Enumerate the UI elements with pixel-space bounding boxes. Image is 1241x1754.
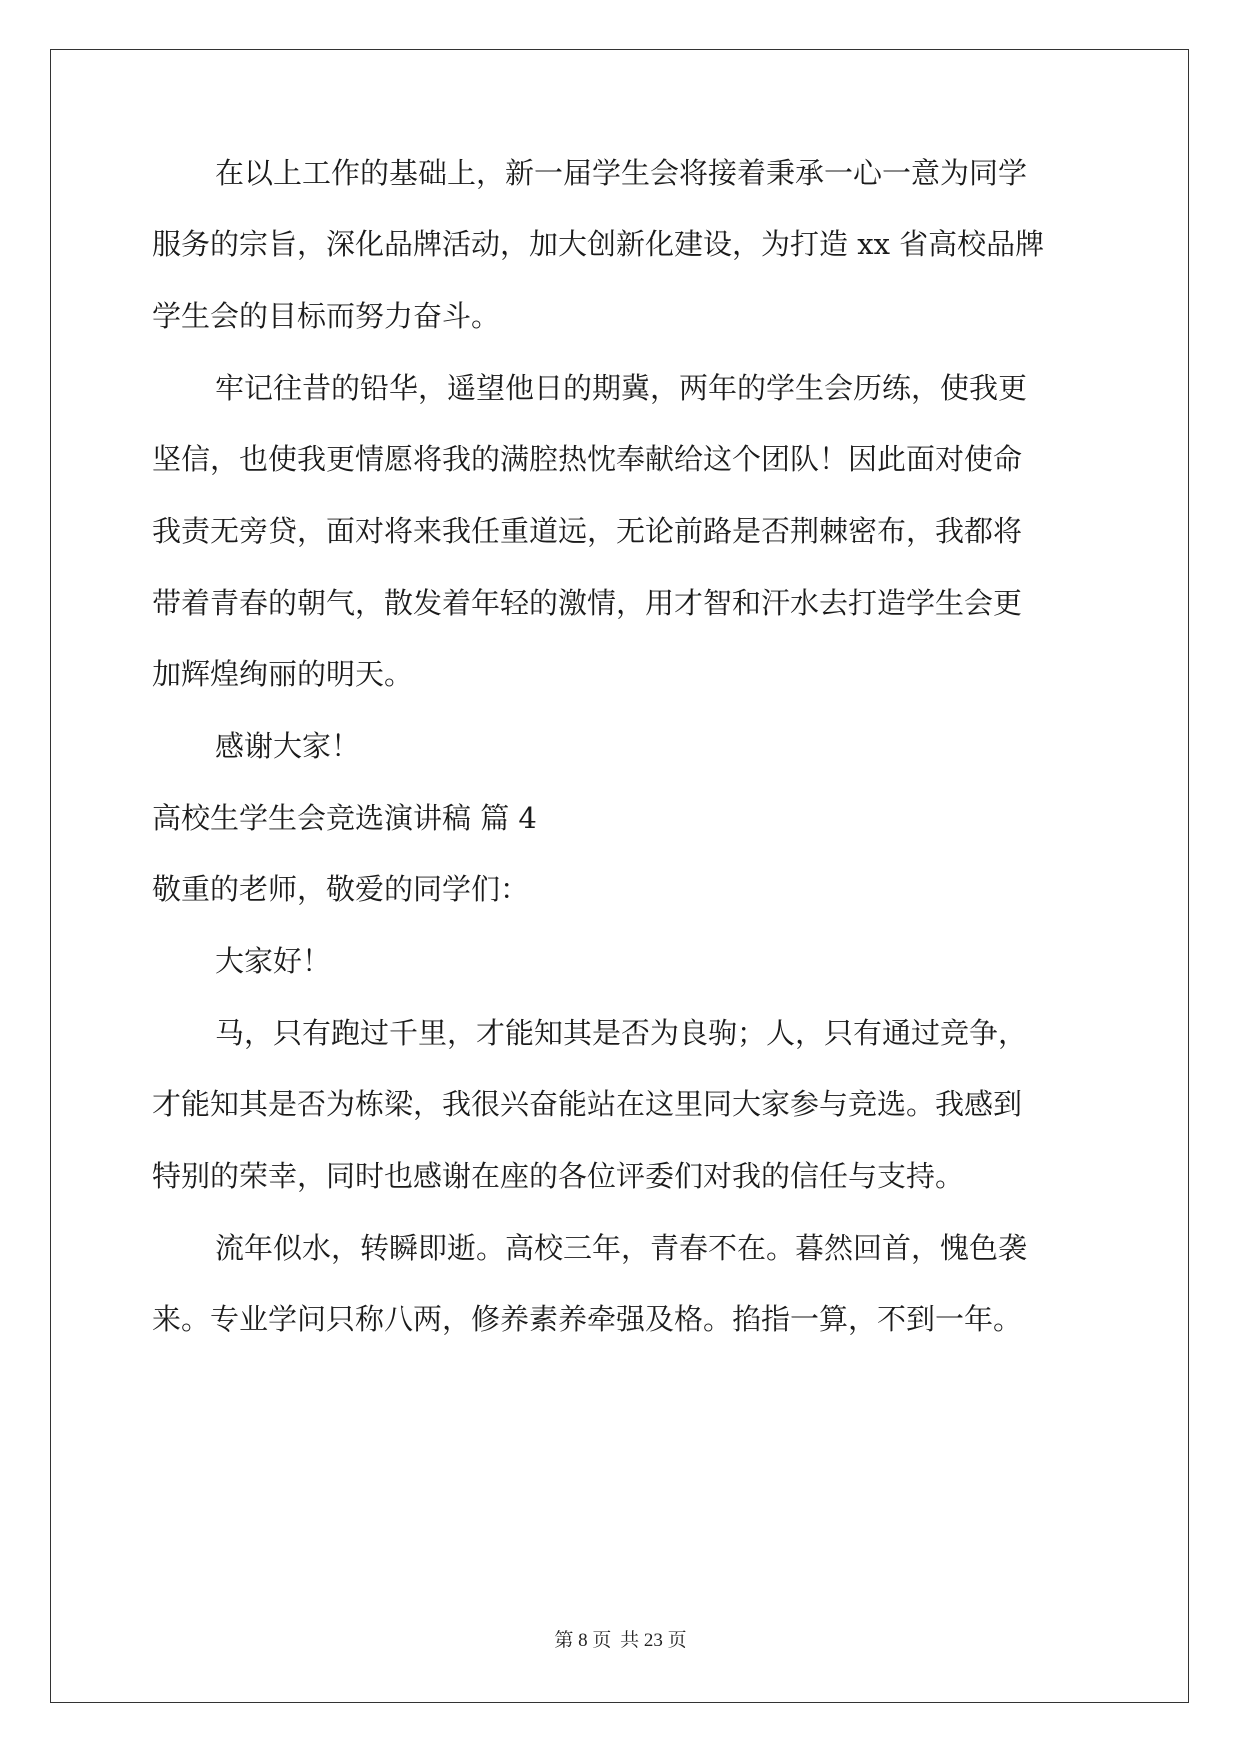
section-title: 高校生学生会竞选演讲稿 篇 4 [152, 801, 537, 835]
paragraph-line: 马，只有跑过千里，才能知其是否为良驹；人，只有通过竞争， [215, 1016, 1028, 1050]
greeting: 大家好！ [215, 944, 332, 978]
salutation: 敬重的老师，敬爱的同学们： [152, 872, 530, 906]
paragraph-line: 来。专业学问只称八两，修养素养牵强及格。掐指一算，不到一年。 [152, 1302, 1023, 1336]
paragraph-line: 我责无旁贷，面对将来我任重道远，无论前路是否荆棘密布，我都将 [152, 514, 1023, 548]
page-total: 共 23 页 [620, 1630, 687, 1651]
paragraph-line: 特别的荣幸，同时也感谢在座的各位评委们对我的信任与支持。 [152, 1159, 965, 1193]
page-number: 第 8 页 [554, 1630, 612, 1651]
paragraph-line: 服务的宗旨，深化品牌活动，加大创新化建设，为打造 xx 省高校品牌 [152, 227, 1045, 261]
paragraph-line: 坚信，也使我更情愿将我的满腔热忱奉献给这个团队！因此面对使命 [152, 442, 1023, 476]
paragraph-line: 学生会的目标而努力奋斗。 [152, 299, 501, 333]
paragraph-line: 带着青春的朝气，散发着年轻的激情，用才智和汗水去打造学生会更 [152, 586, 1023, 620]
paragraph-line: 流年似水，转瞬即逝。高校三年，青春不在。暮然回首，愧色袭 [215, 1231, 1028, 1265]
paragraph-line: 才能知其是否为栋梁，我很兴奋能站在这里同大家参与竞选。我感到 [152, 1087, 1023, 1121]
closing-line: 感谢大家！ [215, 729, 361, 763]
paragraph-line: 加辉煌绚丽的明天。 [152, 657, 414, 691]
paragraph-line: 牢记往昔的铅华，遥望他日的期冀，两年的学生会历练，使我更 [215, 371, 1028, 405]
page-footer [0, 1625, 1241, 1652]
paragraph-line: 在以上工作的基础上，新一届学生会将接着秉承一心一意为同学 [215, 156, 1028, 190]
